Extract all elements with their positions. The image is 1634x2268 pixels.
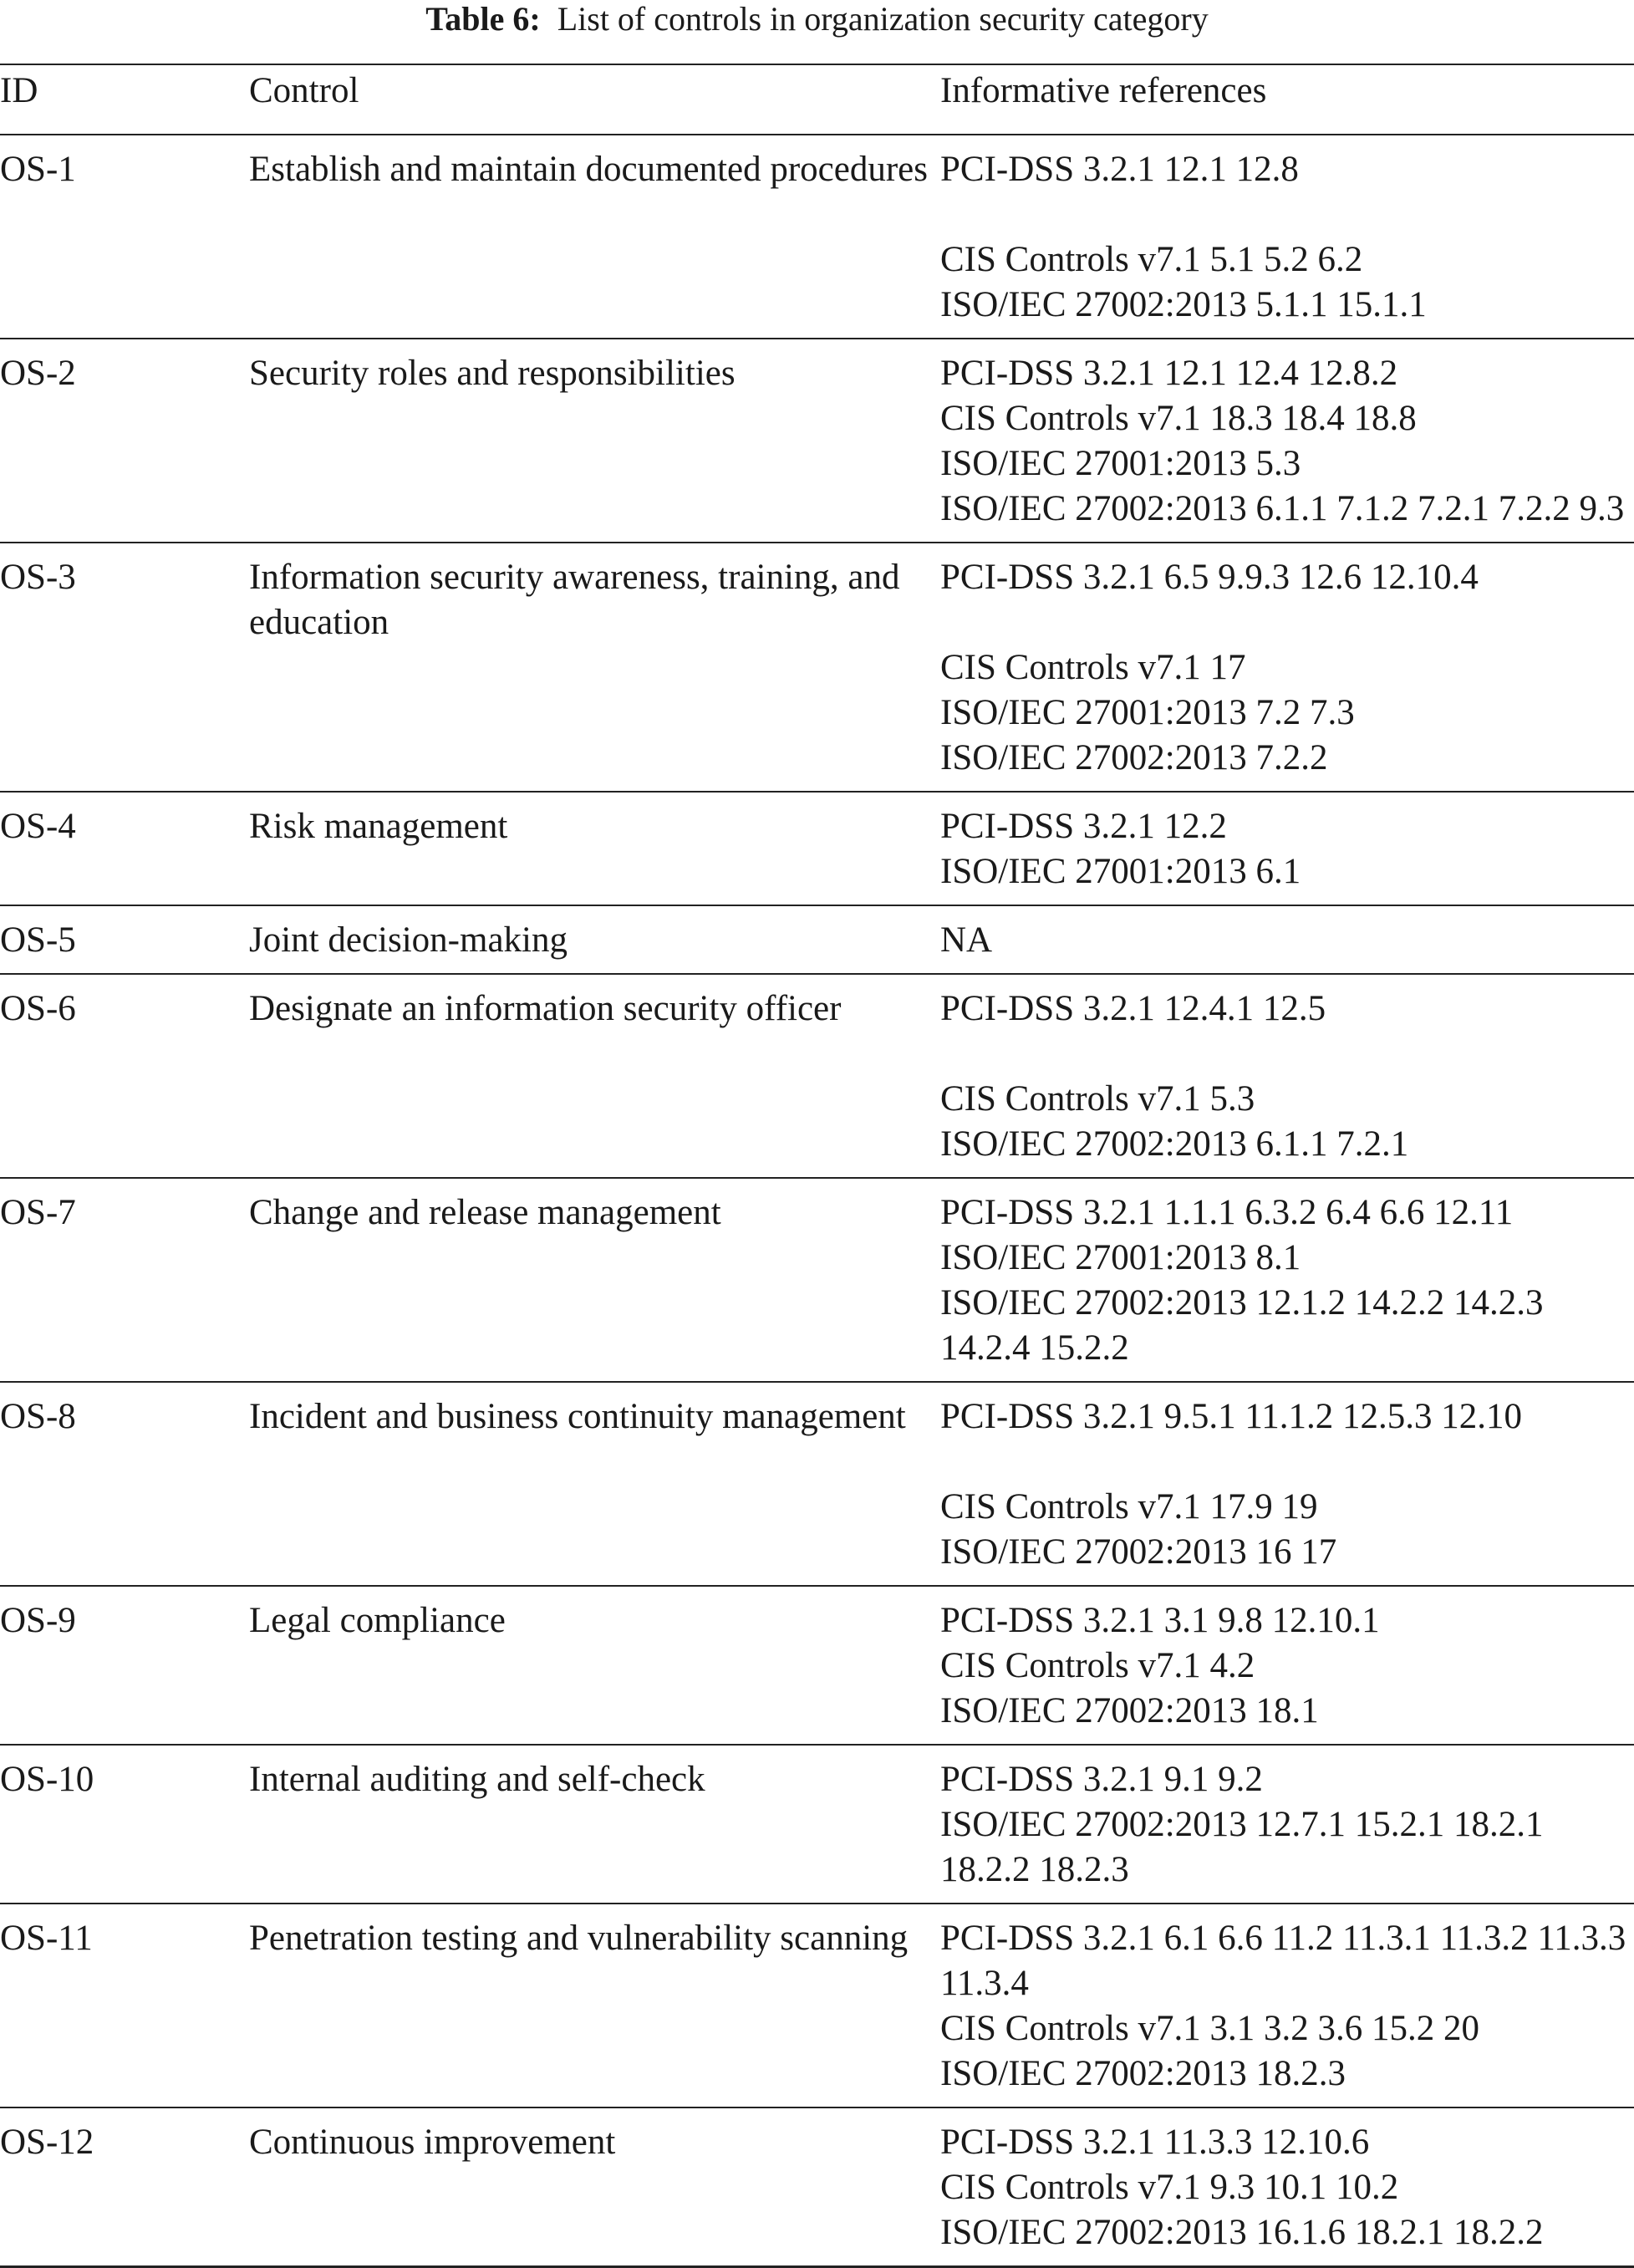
reference-line: PCI-DSS 3.2.1 9.1 9.2 [940,1760,1263,1799]
cell-control: Information security awareness, training, and education [249,543,940,792]
table-caption [0,0,1634,52]
reference-line: ISO/IEC 27002:2013 16.1.6 18.2.1 18.2.2 [940,2213,1544,2252]
reference-line: CIS Controls v7.1 5.3 [940,1079,1255,1119]
reference-line: PCI-DSS 3.2.1 6.5 9.9.3 12.6 12.10.4 [940,558,1479,597]
table-row [0,339,1634,543]
caption-label: Table 6: [425,0,541,38]
reference-line: ISO/IEC 27002:2013 16 17 [940,1532,1337,1572]
cell-id: OS-6 [0,974,249,1178]
table-row [0,974,1634,1178]
reference-line: NA [940,920,993,960]
cell-control: Establish and maintain documented procedures [249,135,940,339]
cell-references [940,1745,1634,1904]
reference-line: CIS Controls v7.1 9.3 10.1 10.2 [940,2168,1399,2207]
reference-line: CIS Controls v7.1 5.1 5.2 6.2 [940,240,1363,279]
reference-line: ISO/IEC 27002:2013 6.1.1 7.1.2 7.2.1 7.2.2 9.3 [940,489,1625,528]
reference-line: ISO/IEC 27001:2013 7.2 7.3 [940,693,1355,732]
table-row [0,905,1634,974]
reference-line: ISO/IEC 27002:2013 18.2.3 [940,2054,1346,2093]
cell-references [940,1382,1634,1586]
cell-control: Designate an information security officer [249,974,940,1178]
table-row [0,792,1634,905]
header-control: Control [249,64,940,135]
cell-control: Penetration testing and vulnerability scanning [249,1904,940,2107]
cell-id: OS-12 [0,2107,249,2267]
reference-line: ISO/IEC 27002:2013 7.2.2 [940,738,1328,777]
cell-control: Continuous improvement [249,2107,940,2267]
cell-id: OS-9 [0,1586,249,1745]
cell-control: Security roles and responsibilities [249,339,940,543]
cell-control: Internal auditing and self-check [249,1745,940,1904]
reference-line: PCI-DSS 3.2.1 6.1 6.6 11.2 11.3.1 11.3.2 11.3.3 11.3.4 [940,1919,1626,2003]
cell-references [940,135,1634,339]
header-row [0,64,1634,135]
table-body [0,135,1634,2267]
reference-line: ISO/IEC 27002:2013 6.1.1 7.2.1 [940,1124,1409,1164]
cell-references [940,543,1634,792]
reference-line: PCI-DSS 3.2.1 12.4.1 12.5 [940,989,1326,1028]
cell-references [940,974,1634,1178]
caption-text: List of controls in organization security category [557,0,1209,38]
cell-references [940,905,1634,974]
reference-line: ISO/IEC 27002:2013 5.1.1 15.1.1 [940,285,1427,324]
cell-id: OS-8 [0,1382,249,1586]
controls-table [0,64,1634,2268]
reference-line: ISO/IEC 27001:2013 8.1 [940,1238,1301,1277]
reference-line: ISO/IEC 27001:2013 6.1 [940,852,1301,891]
cell-control: Legal compliance [249,1586,940,1745]
cell-control: Risk management [249,792,940,905]
header-references: Informative references [940,64,1634,135]
table-row [0,1178,1634,1382]
cell-id: OS-2 [0,339,249,543]
cell-id: OS-11 [0,1904,249,2107]
cell-id: OS-4 [0,792,249,905]
cell-references [940,1586,1634,1745]
reference-line: ISO/IEC 27002:2013 18.1 [940,1691,1319,1730]
cell-references [940,1178,1634,1382]
table-row [0,543,1634,792]
reference-line: PCI-DSS 3.2.1 1.1.1 6.3.2 6.4 6.6 12.11 [940,1193,1514,1232]
reference-line: ISO/IEC 27001:2013 5.3 [940,444,1301,483]
reference-line: CIS Controls v7.1 3.1 3.2 3.6 15.2 20 [940,2009,1480,2048]
cell-references [940,2107,1634,2267]
cell-references [940,339,1634,543]
cell-control: Change and release management [249,1178,940,1382]
cell-control: Incident and business continuity management [249,1382,940,1586]
reference-line: CIS Controls v7.1 4.2 [940,1646,1255,1685]
table-row [0,1382,1634,1586]
cell-id: OS-5 [0,905,249,974]
reference-line: CIS Controls v7.1 17 [940,648,1246,687]
table-row [0,1745,1634,1904]
reference-line: ISO/IEC 27002:2013 12.1.2 14.2.2 14.2.3 14.2.4 15.2.2 [940,1283,1544,1368]
table-row [0,135,1634,339]
cell-references [940,792,1634,905]
reference-line: PCI-DSS 3.2.1 12.1 12.8 [940,150,1299,189]
cell-id: OS-10 [0,1745,249,1904]
reference-line: PCI-DSS 3.2.1 3.1 9.8 12.10.1 [940,1601,1380,1640]
header-id: ID [0,64,249,135]
table-row [0,2107,1634,2267]
reference-line: CIS Controls v7.1 17.9 19 [940,1487,1318,1526]
reference-line: PCI-DSS 3.2.1 11.3.3 12.10.6 [940,2123,1370,2162]
reference-line: PCI-DSS 3.2.1 12.2 [940,807,1227,846]
table-row [0,1904,1634,2107]
reference-line: ISO/IEC 27002:2013 12.7.1 15.2.1 18.2.1 18.2.2 18.2.3 [940,1805,1544,1889]
reference-line: PCI-DSS 3.2.1 12.1 12.4 12.8.2 [940,354,1398,393]
cell-control: Joint decision-making [249,905,940,974]
reference-line: CIS Controls v7.1 18.3 18.4 18.8 [940,399,1417,438]
cell-references [940,1904,1634,2107]
reference-line: PCI-DSS 3.2.1 9.5.1 11.1.2 12.5.3 12.10 [940,1397,1523,1436]
cell-id: OS-7 [0,1178,249,1382]
table-row [0,1586,1634,1745]
cell-id: OS-3 [0,543,249,792]
cell-id: OS-1 [0,135,249,339]
